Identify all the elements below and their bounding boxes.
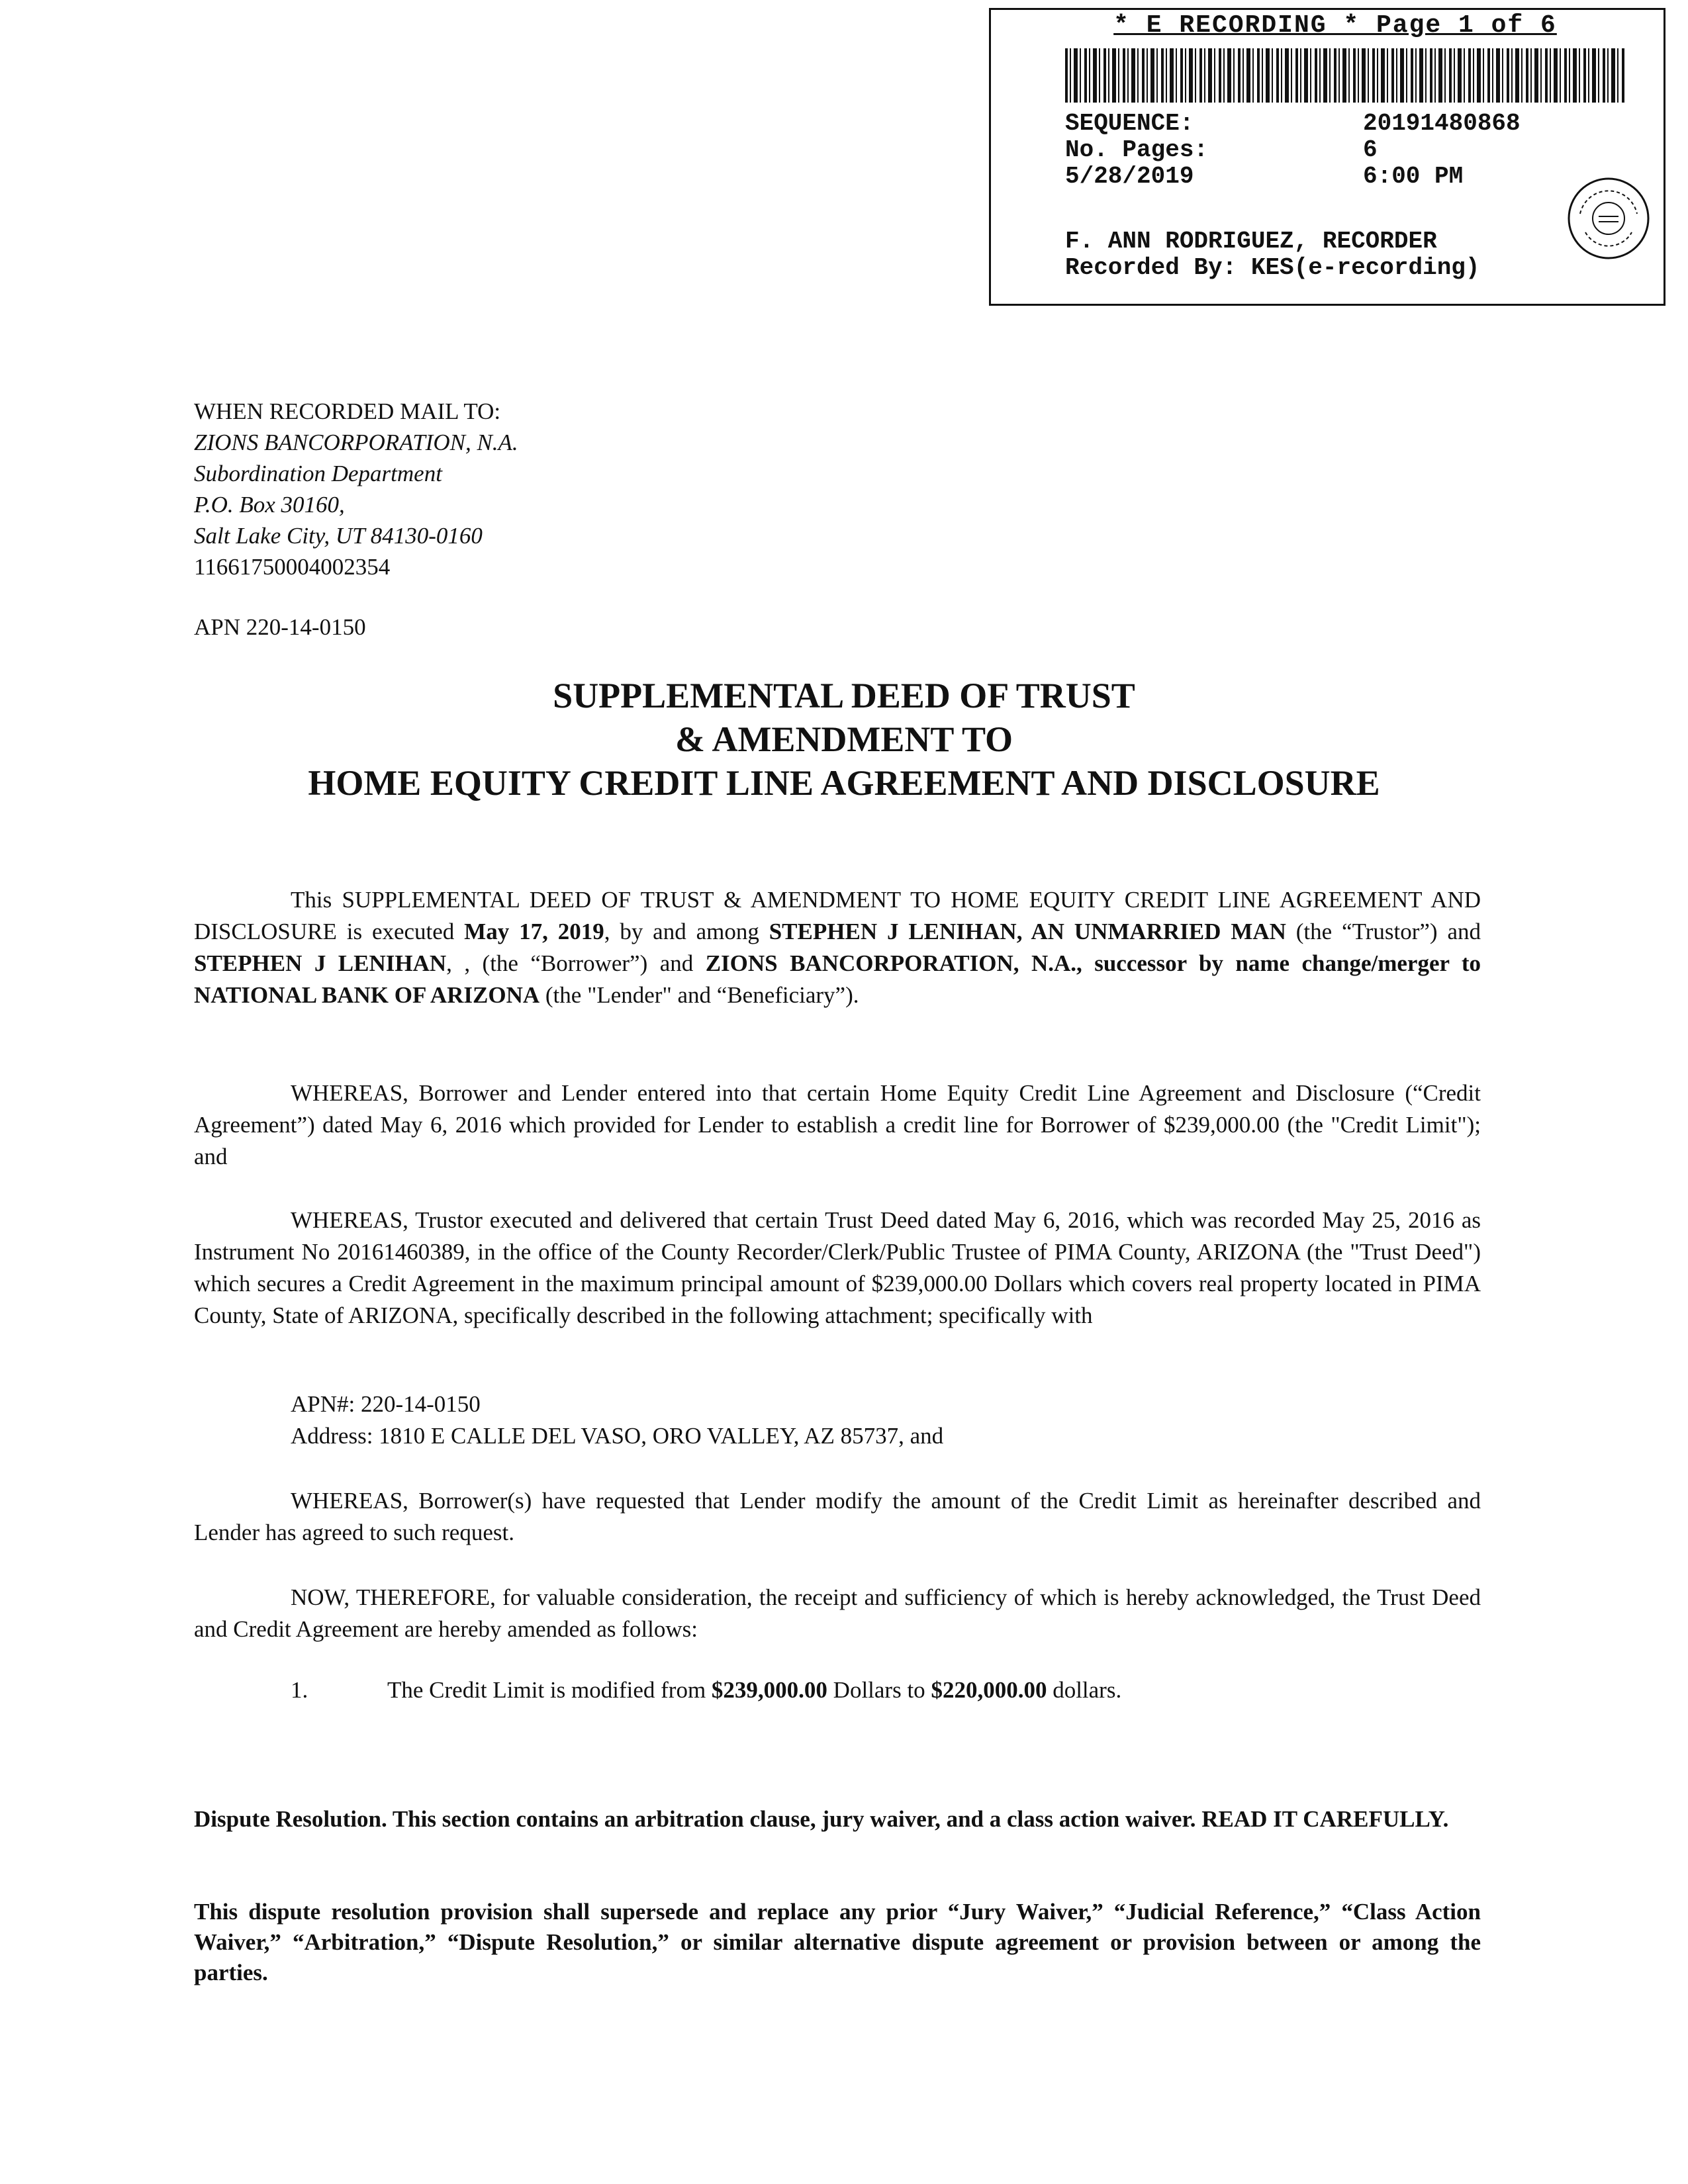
property-address: Address: 1810 E CALLE DEL VASO, ORO VALLEY, AZ 85737, and xyxy=(291,1423,944,1449)
record-time: 6:00 PM xyxy=(1363,163,1464,190)
dispute-resolution-heading: Dispute Resolution. This section contains an arbitration clause, jury waiver, and a class action waiver. READ IT CAREFULLY. xyxy=(194,1806,1449,1832)
title-line-2: & AMENDMENT TO xyxy=(675,719,1013,759)
mail-to-department: Subordination Department xyxy=(194,461,442,486)
mail-to-heading: WHEN RECORDED MAIL TO: xyxy=(194,398,501,424)
now-therefore: NOW, THEREFORE, for valuable consideration, the receipt and sufficiency of which is hereby acknowledged, the Trust Deed and Credit Agreement are hereby amended as follows: xyxy=(194,1584,1481,1642)
title-line-3: HOME EQUITY CREDIT LINE AGREEMENT AND DISCLOSURE xyxy=(308,763,1380,803)
intro-text-3: (the “Trustor”) and xyxy=(1286,919,1481,944)
mail-to-block xyxy=(194,396,518,582)
pages-label: No. Pages: xyxy=(1065,136,1209,163)
recorded-by: Recorded By: KES(e-recording) xyxy=(1065,254,1480,281)
intro-text-2: , by and among xyxy=(604,919,769,944)
pages-row xyxy=(1065,137,1378,163)
whereas-request: WHEREAS, Borrower(s) have requested that Lender modify the amount of the Credit Limit as hereinafter described and Lender has agreed to such request. xyxy=(194,1488,1481,1545)
item-1-text-3: dollars. xyxy=(1047,1677,1122,1703)
lender-name: ZIONS BANCORPORATION, N.A., successor by name change/merger to NATIONAL BANK OF ARIZONA xyxy=(194,950,1481,1008)
whereas-trust-deed: WHEREAS, Trustor executed and delivered that certain Trust Deed dated May 6, 2016, which was recorded May 25, 2016 as Instrument No 20161460389, in the office of the County Recorder/Clerk/Public Trustee of PIMA County, ARIZONA (the "Trust Deed") which secures a Credit Agreement in the maximum principal amount of $239,000.00 Dollars which covers real property located in PIMA County, State of ARIZONA, specifically described in the following attachment; specifically with xyxy=(194,1207,1481,1328)
mail-to-po-box: P.O. Box 30160, xyxy=(194,492,345,518)
intro-text-1: This SUPPLEMENTAL DEED OF TRUST & AMENDMENT TO HOME EQUITY CREDIT LINE AGREEMENT AND DISCLOSURE is executed xyxy=(194,887,1481,944)
trustor-name: STEPHEN J LENIHAN, AN UNMARRIED MAN xyxy=(769,919,1286,944)
recording-stamp xyxy=(989,8,1665,306)
stamp-header: * E RECORDING * Page 1 of 6 xyxy=(1113,11,1557,40)
dispute-resolution-provision: This dispute resolution provision shall supersede and replace any prior “Jury Waiver,” “Judicial Reference,” “Class Action Waiver,” “Arbitration,” “Dispute Resolution,” or similar alternative dispute agreement or provision between or among the parties. xyxy=(194,1899,1481,1985)
intro-text-5: (the "Lender" and “Beneficiary”). xyxy=(539,982,859,1008)
property-apn: APN#: 220-14-0150 xyxy=(291,1391,481,1417)
whereas-credit-agreement: WHEREAS, Borrower and Lender entered into that certain Home Equity Credit Line Agreement and Disclosure (“Credit Agreement”) dated May 6, 2016 which provided for Lender to establish a credit line for Borrower of $239,000.00 (the "Credit Limit"); and xyxy=(194,1080,1481,1169)
execution-date: May 17, 2019 xyxy=(464,919,604,944)
sequence-row xyxy=(1065,111,1521,137)
apn-top: APN 220-14-0150 xyxy=(194,614,366,640)
sequence-value: 20191480868 xyxy=(1363,110,1521,137)
mail-to-account: 11661750004002354 xyxy=(194,554,391,580)
intro-paragraph xyxy=(194,884,1481,1011)
item-1-text-1: The Credit Limit is modified from xyxy=(387,1677,712,1703)
credit-limit-to: $220,000.00 xyxy=(931,1677,1047,1703)
title-line-1: SUPPLEMENTAL DEED OF TRUST xyxy=(553,676,1135,715)
item-1-text xyxy=(387,1677,1121,1704)
pages-value: 6 xyxy=(1363,136,1378,163)
credit-limit-from: $239,000.00 xyxy=(711,1677,827,1703)
item-1-number: 1. xyxy=(291,1677,308,1703)
county-seal-icon xyxy=(1566,175,1652,261)
sequence-label: SEQUENCE: xyxy=(1065,110,1194,137)
intro-text-4: , , (the “Borrower”) and xyxy=(446,950,706,976)
mail-to-name: ZIONS BANCORPORATION, N.A. xyxy=(194,430,518,455)
datetime-row xyxy=(1065,163,1463,190)
borrower-name: STEPHEN J LENIHAN xyxy=(194,950,447,976)
item-1-text-2: Dollars to xyxy=(827,1677,931,1703)
barcode xyxy=(1065,48,1625,103)
recorder-name: F. ANN RODRIGUEZ, RECORDER xyxy=(1065,228,1437,255)
mail-to-city: Salt Lake City, UT 84130-0160 xyxy=(194,523,483,549)
record-date: 5/28/2019 xyxy=(1065,163,1194,190)
